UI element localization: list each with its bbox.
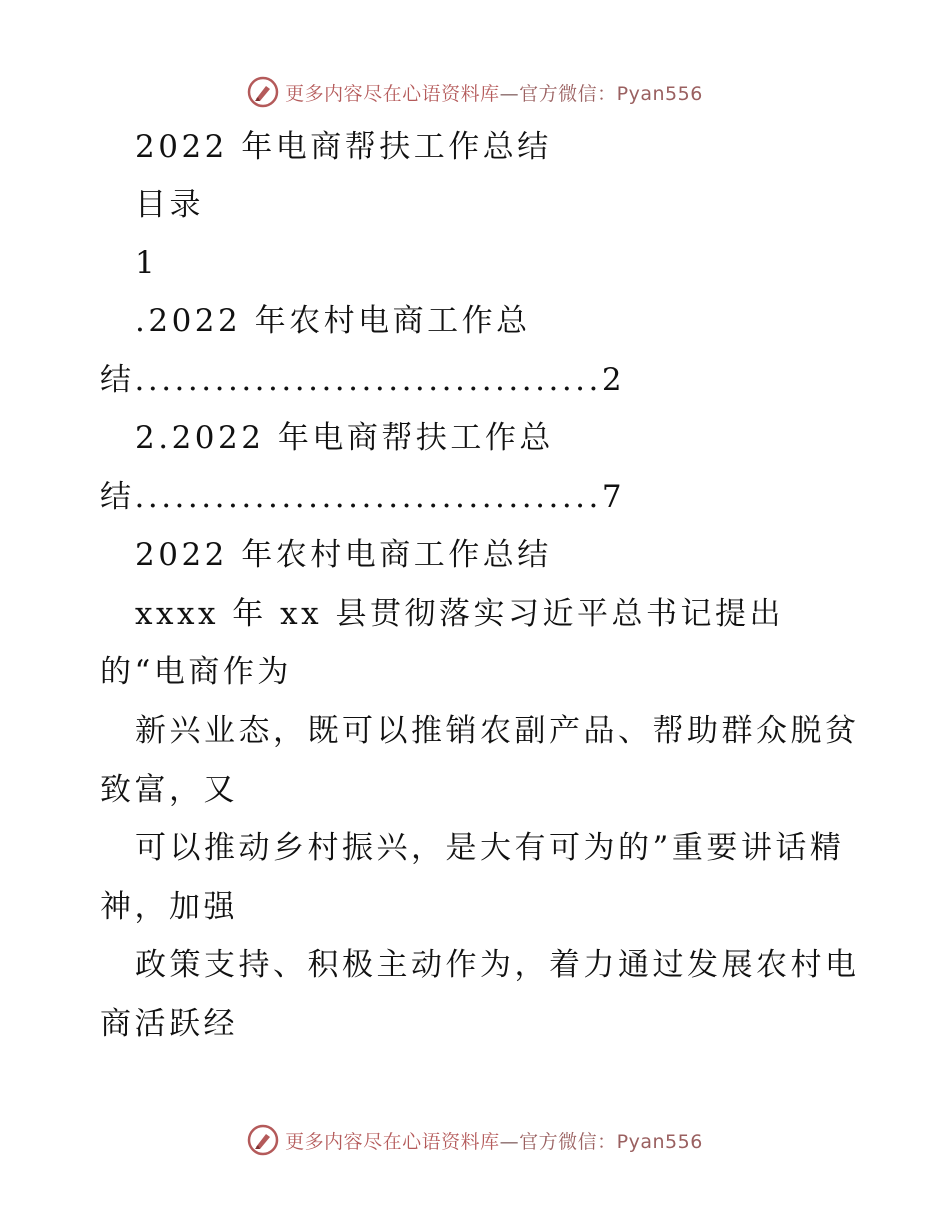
section-heading: 2022 年农村电商工作总结: [135, 537, 552, 573]
document-title: 2022 年电商帮扶工作总结: [135, 129, 552, 165]
pen-nib-logo-icon: [247, 76, 279, 108]
toc-entry-1-title: .2022 年农村电商工作总: [135, 303, 531, 339]
body-line: 的“电商作为: [100, 654, 292, 690]
header-watermark: [0, 72, 950, 112]
watermark-text: 更多内容尽在心语资料库—官方微信：Pyan556: [285, 1130, 703, 1153]
toc-heading: 目录: [135, 187, 204, 223]
toc-entry-1-number: 1: [135, 245, 159, 281]
body-line: 致富，又: [100, 772, 238, 808]
toc-entry-2-leader: 结...................................7: [100, 479, 626, 515]
body-line: 新兴业态，既可以推销农副产品、帮助群众脱贫: [135, 713, 860, 749]
footer-watermark: [0, 1120, 950, 1160]
watermark-text: 更多内容尽在心语资料库—官方微信：Pyan556: [285, 82, 703, 105]
toc-entry-1-leader: 结...................................2: [100, 362, 626, 398]
body-line: 商活跃经: [100, 1006, 238, 1042]
pen-nib-logo-icon: [247, 1124, 279, 1156]
body-line: 政策支持、积极主动作为，着力通过发展农村电: [135, 947, 860, 983]
body-line: xxxx 年 xx 县贯彻落实习近平总书记提出: [135, 596, 784, 632]
body-line: 可以推动乡村振兴，是大有可为的”重要讲话精: [135, 830, 845, 866]
body-line: 神，加强: [100, 889, 238, 925]
toc-entry-2-title: 2.2022 年电商帮扶工作总: [135, 420, 554, 456]
